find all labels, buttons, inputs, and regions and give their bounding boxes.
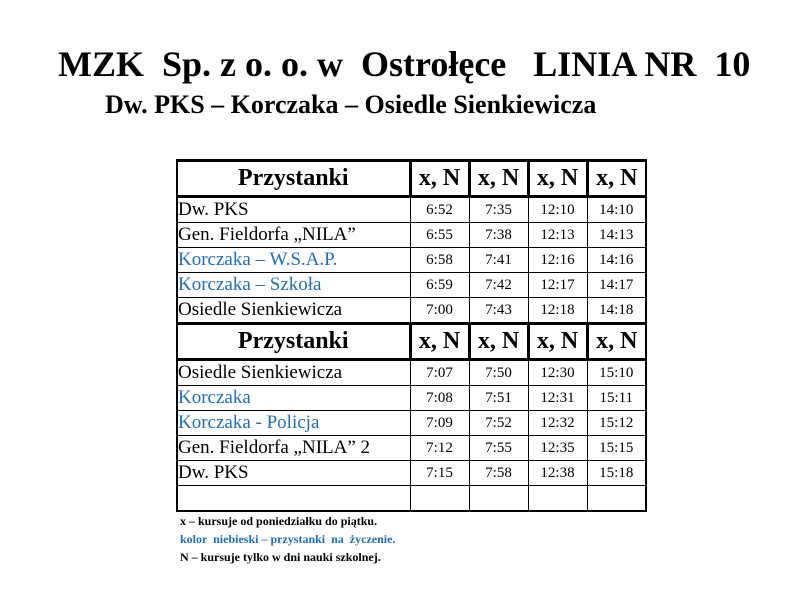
outbound-section <box>177 161 646 324</box>
empty-cell <box>177 486 410 512</box>
table-row <box>177 223 646 248</box>
empty-cell <box>528 486 587 512</box>
stop-name: Korczaka – Szkoła <box>177 273 410 298</box>
table-row <box>177 197 646 223</box>
departure-time: 7:38 <box>469 223 528 248</box>
course-header: x, N <box>410 161 469 197</box>
stop-name: Dw. PKS <box>177 461 410 486</box>
departure-time: 7:12 <box>410 436 469 461</box>
departure-time: 6:58 <box>410 248 469 273</box>
course-header: x, N <box>469 324 528 360</box>
table-row <box>177 273 646 298</box>
departure-time: 6:55 <box>410 223 469 248</box>
course-header: x, N <box>528 161 587 197</box>
table-row <box>177 461 646 486</box>
departure-time: 14:18 <box>587 298 646 324</box>
stops-header: Przystanki <box>177 324 410 360</box>
departure-time: 12:18 <box>528 298 587 324</box>
legend-n: N – kursuje tylko w dni nauki szkolnej. <box>180 550 381 564</box>
stop-name: Osiedle Sienkiewicza <box>177 298 410 324</box>
stop-name: Gen. Fieldorfa „NILA” 2 <box>177 436 410 461</box>
table-row <box>177 248 646 273</box>
departure-time: 12:38 <box>528 461 587 486</box>
departure-time: 12:32 <box>528 411 587 436</box>
departure-time: 12:16 <box>528 248 587 273</box>
empty-cell <box>587 486 646 512</box>
departure-time: 7:35 <box>469 197 528 223</box>
course-header: x, N <box>410 324 469 360</box>
departure-time: 7:50 <box>469 360 528 386</box>
departure-time: 7:42 <box>469 273 528 298</box>
legend-x: x – kursuje od poniedziałku do piątku. <box>180 514 378 528</box>
departure-time: 15:11 <box>587 386 646 411</box>
table-row <box>177 436 646 461</box>
table-row <box>177 386 646 411</box>
empty-cell <box>469 486 528 512</box>
departure-time: 7:51 <box>469 386 528 411</box>
table-row <box>177 360 646 386</box>
blank-section <box>177 486 646 512</box>
departure-time: 15:12 <box>587 411 646 436</box>
departure-time: 7:43 <box>469 298 528 324</box>
empty-cell <box>410 486 469 512</box>
stop-name: Korczaka <box>177 386 410 411</box>
departure-time: 7:52 <box>469 411 528 436</box>
outbound-header-row <box>177 161 646 197</box>
legend-blue: kolor niebieski – przystanki na życzenie. <box>180 532 396 546</box>
departure-time: 12:30 <box>528 360 587 386</box>
table-row <box>177 298 646 324</box>
course-header: x, N <box>587 161 646 197</box>
stop-name: Korczaka - Policja <box>177 411 410 436</box>
course-header: x, N <box>528 324 587 360</box>
departure-time: 12:31 <box>528 386 587 411</box>
departure-time: 14:13 <box>587 223 646 248</box>
departure-time: 7:08 <box>410 386 469 411</box>
route-subtitle: Dw. PKS – Korczaka – Osiedle Sienkiewicza <box>105 90 597 119</box>
stop-name: Gen. Fieldorfa „NILA” <box>177 223 410 248</box>
departure-time: 12:17 <box>528 273 587 298</box>
departure-time: 14:16 <box>587 248 646 273</box>
departure-time: 6:52 <box>410 197 469 223</box>
stop-name: Osiedle Sienkiewicza <box>177 360 410 386</box>
departure-time: 7:55 <box>469 436 528 461</box>
departure-time: 7:00 <box>410 298 469 324</box>
departure-time: 14:17 <box>587 273 646 298</box>
departure-time: 15:15 <box>587 436 646 461</box>
departure-time: 12:10 <box>528 197 587 223</box>
stop-name: Dw. PKS <box>177 197 410 223</box>
empty-row <box>177 486 646 512</box>
departure-time: 14:10 <box>587 197 646 223</box>
departure-time: 7:41 <box>469 248 528 273</box>
departure-time: 7:15 <box>410 461 469 486</box>
table-row <box>177 411 646 436</box>
departure-time: 15:18 <box>587 461 646 486</box>
return-section <box>177 324 646 486</box>
departure-time: 6:59 <box>410 273 469 298</box>
legend <box>180 512 395 566</box>
departure-time: 7:07 <box>410 360 469 386</box>
page-title: MZK Sp. z o. o. w Ostrołęce LINIA NR 10 <box>58 44 751 84</box>
stops-header: Przystanki <box>177 161 410 197</box>
course-header: x, N <box>587 324 646 360</box>
departure-time: 7:09 <box>410 411 469 436</box>
departure-time: 12:13 <box>528 223 587 248</box>
stop-name: Korczaka – W.S.A.P. <box>177 248 410 273</box>
departure-time: 15:10 <box>587 360 646 386</box>
departure-time: 12:35 <box>528 436 587 461</box>
departure-time: 7:58 <box>469 461 528 486</box>
course-header: x, N <box>469 161 528 197</box>
return-header-row <box>177 324 646 360</box>
timetable <box>176 159 647 512</box>
